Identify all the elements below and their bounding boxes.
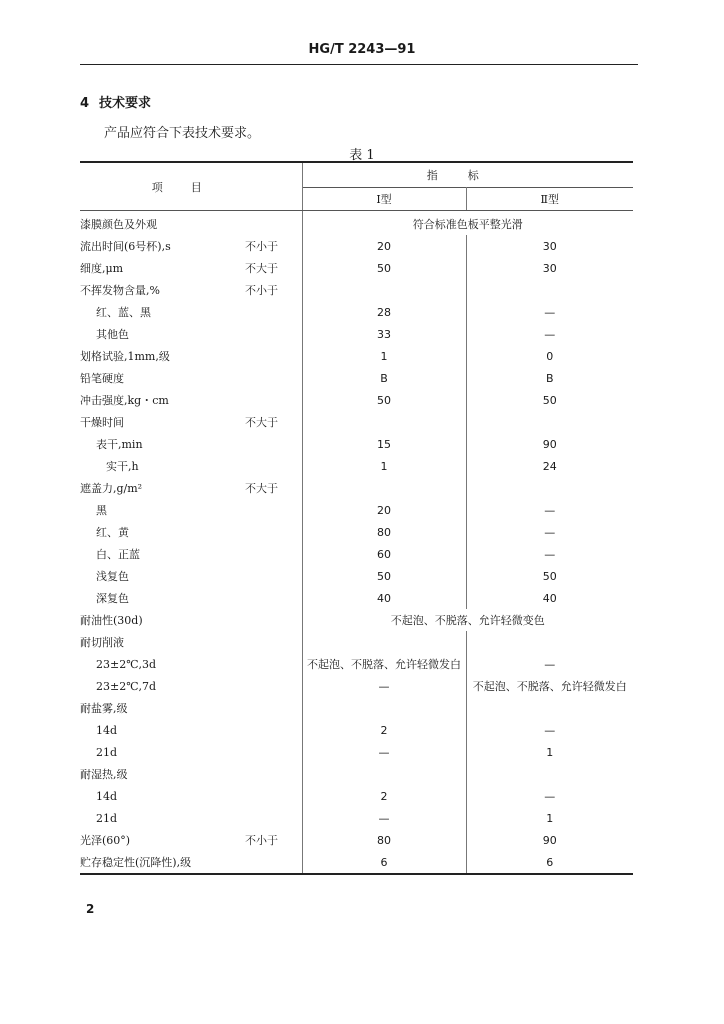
row-item-name: 实干,h — [106, 460, 139, 473]
row-condition — [245, 763, 302, 785]
table-row — [80, 323, 633, 345]
row-value-type2: 0 — [546, 349, 554, 363]
row-item-name: 划格试验,1mm,级 — [80, 350, 170, 363]
row-condition — [245, 587, 302, 609]
row-value-type2: 50 — [542, 569, 557, 583]
type1-header: Ⅰ型 — [302, 188, 466, 211]
row-item-name: 耐湿热,级 — [80, 768, 128, 781]
row-value-type2 — [466, 763, 633, 785]
row-value-type2: 6 — [466, 851, 633, 874]
table-title: 表 1 — [349, 148, 375, 163]
row-item-name: 光泽(60°) — [80, 834, 131, 847]
row-value-type1: 20 — [302, 499, 466, 521]
row-condition — [245, 785, 302, 807]
row-condition: 不大于 — [245, 257, 302, 279]
table-row — [80, 499, 633, 521]
row-value-both-types: 不起泡、不脱落、允许轻微变色 — [390, 614, 545, 627]
row-condition — [245, 389, 302, 411]
row-value-type1 — [302, 477, 466, 499]
row-condition — [245, 719, 302, 741]
row-value-type2: — — [544, 723, 556, 737]
row-item-name: 23±2℃,3d — [96, 657, 157, 671]
row-value-type2: 1 — [546, 745, 554, 759]
table-row — [80, 587, 633, 609]
row-condition — [245, 521, 302, 543]
table-row — [80, 543, 633, 565]
table-row — [80, 521, 633, 543]
row-value-type2 — [466, 697, 633, 719]
row-value-type1: 50 — [302, 257, 466, 279]
row-value-type2: 1 — [546, 811, 554, 825]
row-item-name: 细度,μm — [80, 262, 124, 275]
row-value-type2: 40 — [542, 591, 557, 605]
type2-header: Ⅱ型 — [466, 188, 633, 211]
row-condition — [245, 455, 302, 477]
row-condition — [245, 301, 302, 323]
row-value-type2: 24 — [542, 459, 557, 473]
row-condition — [245, 565, 302, 587]
row-value-type2: — — [544, 789, 556, 803]
row-item-name: 白、正蓝 — [96, 548, 140, 561]
row-item-name: 14d — [96, 789, 118, 803]
table-row — [80, 829, 633, 851]
table-row — [80, 455, 633, 477]
item-header — [80, 162, 302, 211]
row-condition: 不大于 — [245, 477, 302, 499]
table-row — [80, 477, 633, 499]
table-row — [80, 565, 633, 587]
row-condition — [245, 367, 302, 389]
index-header: 指标 — [302, 162, 633, 188]
row-value-type1: — — [302, 741, 466, 763]
row-value-type2: 30 — [542, 239, 557, 253]
row-value-type1 — [302, 411, 466, 433]
table-row — [80, 279, 633, 301]
row-value-type1: 50 — [302, 565, 466, 587]
row-value-type2: 50 — [542, 393, 557, 407]
table-row — [80, 389, 633, 411]
section-number: 4 — [80, 96, 90, 111]
row-value-type2: — — [544, 547, 556, 561]
row-item-name: 红、黄 — [96, 526, 129, 539]
row-condition: 不小于 — [245, 235, 302, 257]
row-value-type2: B — [545, 371, 554, 385]
row-item-name: 21d — [96, 811, 118, 825]
row-value-type2 — [466, 279, 633, 301]
row-item-name: 流出时间(6号杯),s — [80, 240, 171, 253]
row-item-name: 耐切削液 — [80, 636, 124, 649]
table-row — [80, 301, 633, 323]
table-row — [80, 653, 633, 675]
section-title: 技术要求 — [99, 96, 152, 111]
table-row — [80, 367, 633, 389]
row-item-name: 不挥发物含量,% — [80, 284, 160, 297]
table-row — [80, 807, 633, 829]
row-item-name: 冲击强度,kg・cm — [80, 394, 169, 407]
row-condition: 不小于 — [245, 829, 302, 851]
row-condition — [245, 609, 302, 631]
intro-paragraph: 产品应符合下表技术要求。 — [104, 126, 261, 141]
row-value-type1: 1 — [302, 455, 466, 477]
row-value-type2: — — [544, 657, 556, 671]
row-item-name: 遮盖力,g/m² — [80, 482, 143, 495]
row-value-type2 — [466, 411, 633, 433]
row-item-name: 表干,min — [96, 438, 143, 451]
row-value-type1 — [302, 763, 466, 785]
row-value-type1: 1 — [302, 345, 466, 367]
row-value-type1: 20 — [302, 235, 466, 257]
row-value-type2 — [466, 477, 633, 499]
item-header-label: 项目 — [151, 180, 230, 194]
table-row — [80, 257, 633, 279]
row-value-type1: 2 — [302, 785, 466, 807]
row-value-type1: 80 — [302, 829, 466, 851]
row-condition — [245, 653, 302, 675]
row-condition — [245, 543, 302, 565]
row-condition — [245, 631, 302, 653]
table-row — [80, 631, 633, 653]
table-row — [80, 741, 633, 763]
row-condition — [245, 675, 302, 697]
row-value-type1: 2 — [302, 719, 466, 741]
row-condition — [245, 741, 302, 763]
row-value-type1: 33 — [302, 323, 466, 345]
standard-code: HG/T 2243—91 — [308, 42, 416, 57]
row-condition — [245, 697, 302, 719]
row-item-name: 耐盐雾,级 — [80, 702, 128, 715]
row-item-name: 23±2℃,7d — [96, 679, 157, 693]
row-item-name: 其他色 — [96, 328, 129, 341]
row-item-name: 耐油性(30d) — [80, 614, 143, 627]
header-rule — [80, 64, 638, 65]
row-condition — [245, 345, 302, 367]
row-item-name: 浅复色 — [96, 570, 129, 583]
row-condition: 不大于 — [245, 411, 302, 433]
row-value-type1: 40 — [302, 587, 466, 609]
page-number: 2 — [86, 902, 95, 916]
row-value-type1: 6 — [302, 851, 466, 874]
row-item-name: 21d — [96, 745, 118, 759]
table-row — [80, 675, 633, 697]
row-condition — [245, 499, 302, 521]
row-value-type2: — — [544, 327, 556, 341]
row-value-type1: 15 — [302, 433, 466, 455]
row-item-name: 黑 — [96, 504, 107, 517]
row-value-type2: — — [544, 305, 556, 319]
row-item-name: 贮存稳定性(沉降性),级 — [80, 851, 245, 874]
table-row — [80, 211, 633, 236]
table-row — [80, 785, 633, 807]
row-value-type2: 30 — [542, 261, 557, 275]
row-condition — [245, 851, 302, 874]
table-row — [80, 851, 633, 874]
row-value-type1: 80 — [302, 521, 466, 543]
table-row — [80, 345, 633, 367]
row-value-type1 — [302, 631, 466, 653]
row-item-name: 14d — [96, 723, 118, 737]
row-value-type1 — [302, 697, 466, 719]
row-value-type1: 50 — [302, 389, 466, 411]
row-value-type1: 60 — [302, 543, 466, 565]
table-row — [80, 697, 633, 719]
row-condition — [245, 323, 302, 345]
table-row — [80, 235, 633, 257]
row-condition: 不小于 — [245, 279, 302, 301]
row-value-type2: 90 — [542, 437, 557, 451]
spec-table — [80, 161, 633, 875]
row-value-type2: — — [544, 525, 556, 539]
row-item-name: 深复色 — [96, 592, 129, 605]
row-item-name: 漆膜颜色及外观 — [80, 218, 157, 231]
section-heading — [80, 92, 151, 111]
row-value-type1: — — [302, 807, 466, 829]
row-condition — [245, 211, 302, 236]
table-row — [80, 719, 633, 741]
row-value-both-types: 符合标准色板平整光滑 — [412, 218, 523, 231]
row-value-type1: B — [302, 367, 466, 389]
row-item-name: 红、蓝、黑 — [96, 306, 151, 319]
table-row — [80, 763, 633, 785]
row-value-type2 — [466, 631, 633, 653]
row-condition — [245, 807, 302, 829]
row-value-type2: 90 — [542, 833, 557, 847]
row-item-name: 铅笔硬度 — [80, 372, 124, 385]
table-row — [80, 433, 633, 455]
row-value-type1: — — [302, 675, 466, 697]
row-value-type1: 不起泡、不脱落、允许轻微发白 — [302, 653, 466, 675]
row-item-name: 干燥时间 — [80, 416, 124, 429]
row-value-type1 — [302, 279, 466, 301]
spec-table-body — [80, 211, 633, 875]
table-row — [80, 411, 633, 433]
row-condition — [245, 433, 302, 455]
row-value-type2: 不起泡、不脱落、允许轻微发白 — [472, 680, 627, 693]
table-row — [80, 609, 633, 631]
row-value-type2: — — [544, 503, 556, 517]
row-value-type1: 28 — [302, 301, 466, 323]
